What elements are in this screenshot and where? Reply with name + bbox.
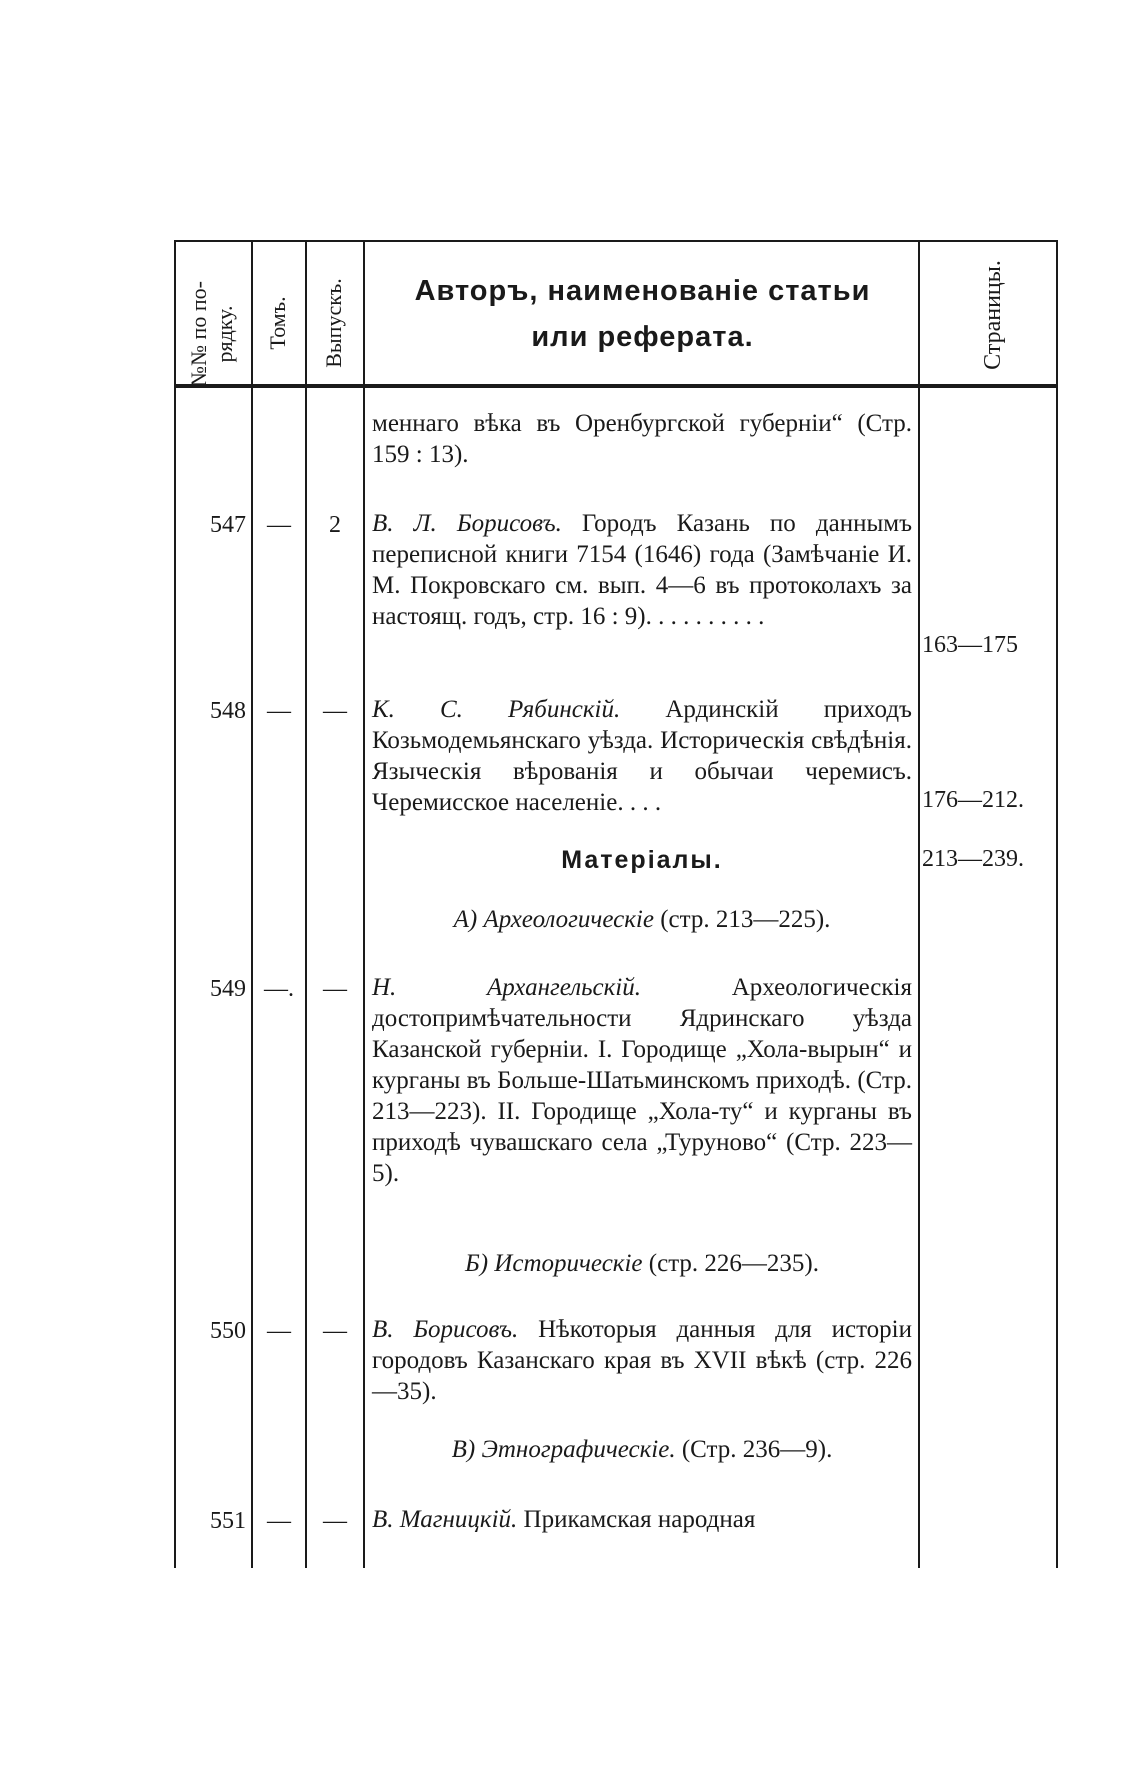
column-rule <box>305 240 307 1568</box>
entry-volume: — <box>267 1318 291 1344</box>
table-right-rule <box>1056 240 1058 1568</box>
entry-pages: 163—175 <box>922 632 1018 658</box>
entry-issue: — <box>323 698 347 724</box>
header-volume: Томъ. <box>265 296 290 350</box>
entry-text: Н. Архангельскій. Археологическія достопримѣчательности Ядринскаго уѣзда Казанской губерніи. I. Городище „Хола-вырын“ и курганы въ Больше-Шатьминскомъ приходѣ. (Стр. 213—223). II. Городище „Хола-ту“ и курганы въ приходѣ чувашскаго села „Туруново“ (Стр. 223—5). <box>372 974 912 1187</box>
subsection-heading: Б) Историческіе (стр. 226—235). <box>464 1250 820 1277</box>
header-author-title: Авторъ, наименованіе статьи или реферата. <box>414 275 871 353</box>
entry-volume: —. <box>264 976 294 1002</box>
table-left-rule <box>174 240 176 1568</box>
column-rule <box>918 240 920 1568</box>
entry-issue: — <box>323 976 347 1002</box>
entry-continuation: меннаго вѣка въ Оренбургской губерніи“ (Стр. 159 : 13). <box>372 410 912 468</box>
entry-text: В. Л. Борисовъ. Городъ Казань по даннымъ переписной книги 7154 (1646) года (Замѣчаніе И. М. Покровскаго см. вып. 4—6 въ протоколахъ за настоящ. годъ, стр. 16 : 9). . . . . . . . . . <box>372 510 913 630</box>
entry-number: 548 <box>210 698 246 724</box>
entry-issue: 2 <box>329 512 341 538</box>
entry-number: 550 <box>210 1318 246 1344</box>
entry-text: К. С. Рябинскій. Ардинскій приходъ Козьмодемьянскаго уѣзда. Историческія свѣдѣнія. Языческія вѣрованія и обычаи черемисъ. Черемисское населеніе. . . . <box>372 696 912 816</box>
entry-volume: — <box>267 698 291 724</box>
entry-number: 547 <box>210 512 246 538</box>
header-issue: Выпускъ. <box>321 278 346 368</box>
section-pages: 213—239. <box>922 846 1024 872</box>
entry-number: 549 <box>210 976 246 1002</box>
entry-pages: 176—212. <box>922 787 1024 813</box>
section-heading: Матеріалы. <box>561 846 723 874</box>
header-pages: Страницы. <box>980 260 1006 370</box>
subsection-heading: В) Этнографическіе. (Стр. 236—9). <box>451 1436 833 1463</box>
entry-volume: — <box>267 1508 291 1534</box>
entry-text: В. Борисовъ. Нѣкоторыя данныя для исторіи городовъ Казанскаго края въ XVII вѣкѣ (стр. 226—35). <box>372 1316 912 1405</box>
entry-issue: — <box>323 1508 347 1534</box>
column-rule <box>251 240 253 1568</box>
entry-number: 551 <box>210 1508 246 1534</box>
header-order-number: №№ по по- рядку. <box>186 281 237 387</box>
entry-volume: — <box>267 512 291 538</box>
column-rule <box>363 240 365 1568</box>
entry-text: В. Магницкій. Прикамская народная <box>372 1506 756 1533</box>
subsection-heading: А) Археологическіе (стр. 213—225). <box>453 906 831 933</box>
entry-issue: — <box>323 1318 347 1344</box>
